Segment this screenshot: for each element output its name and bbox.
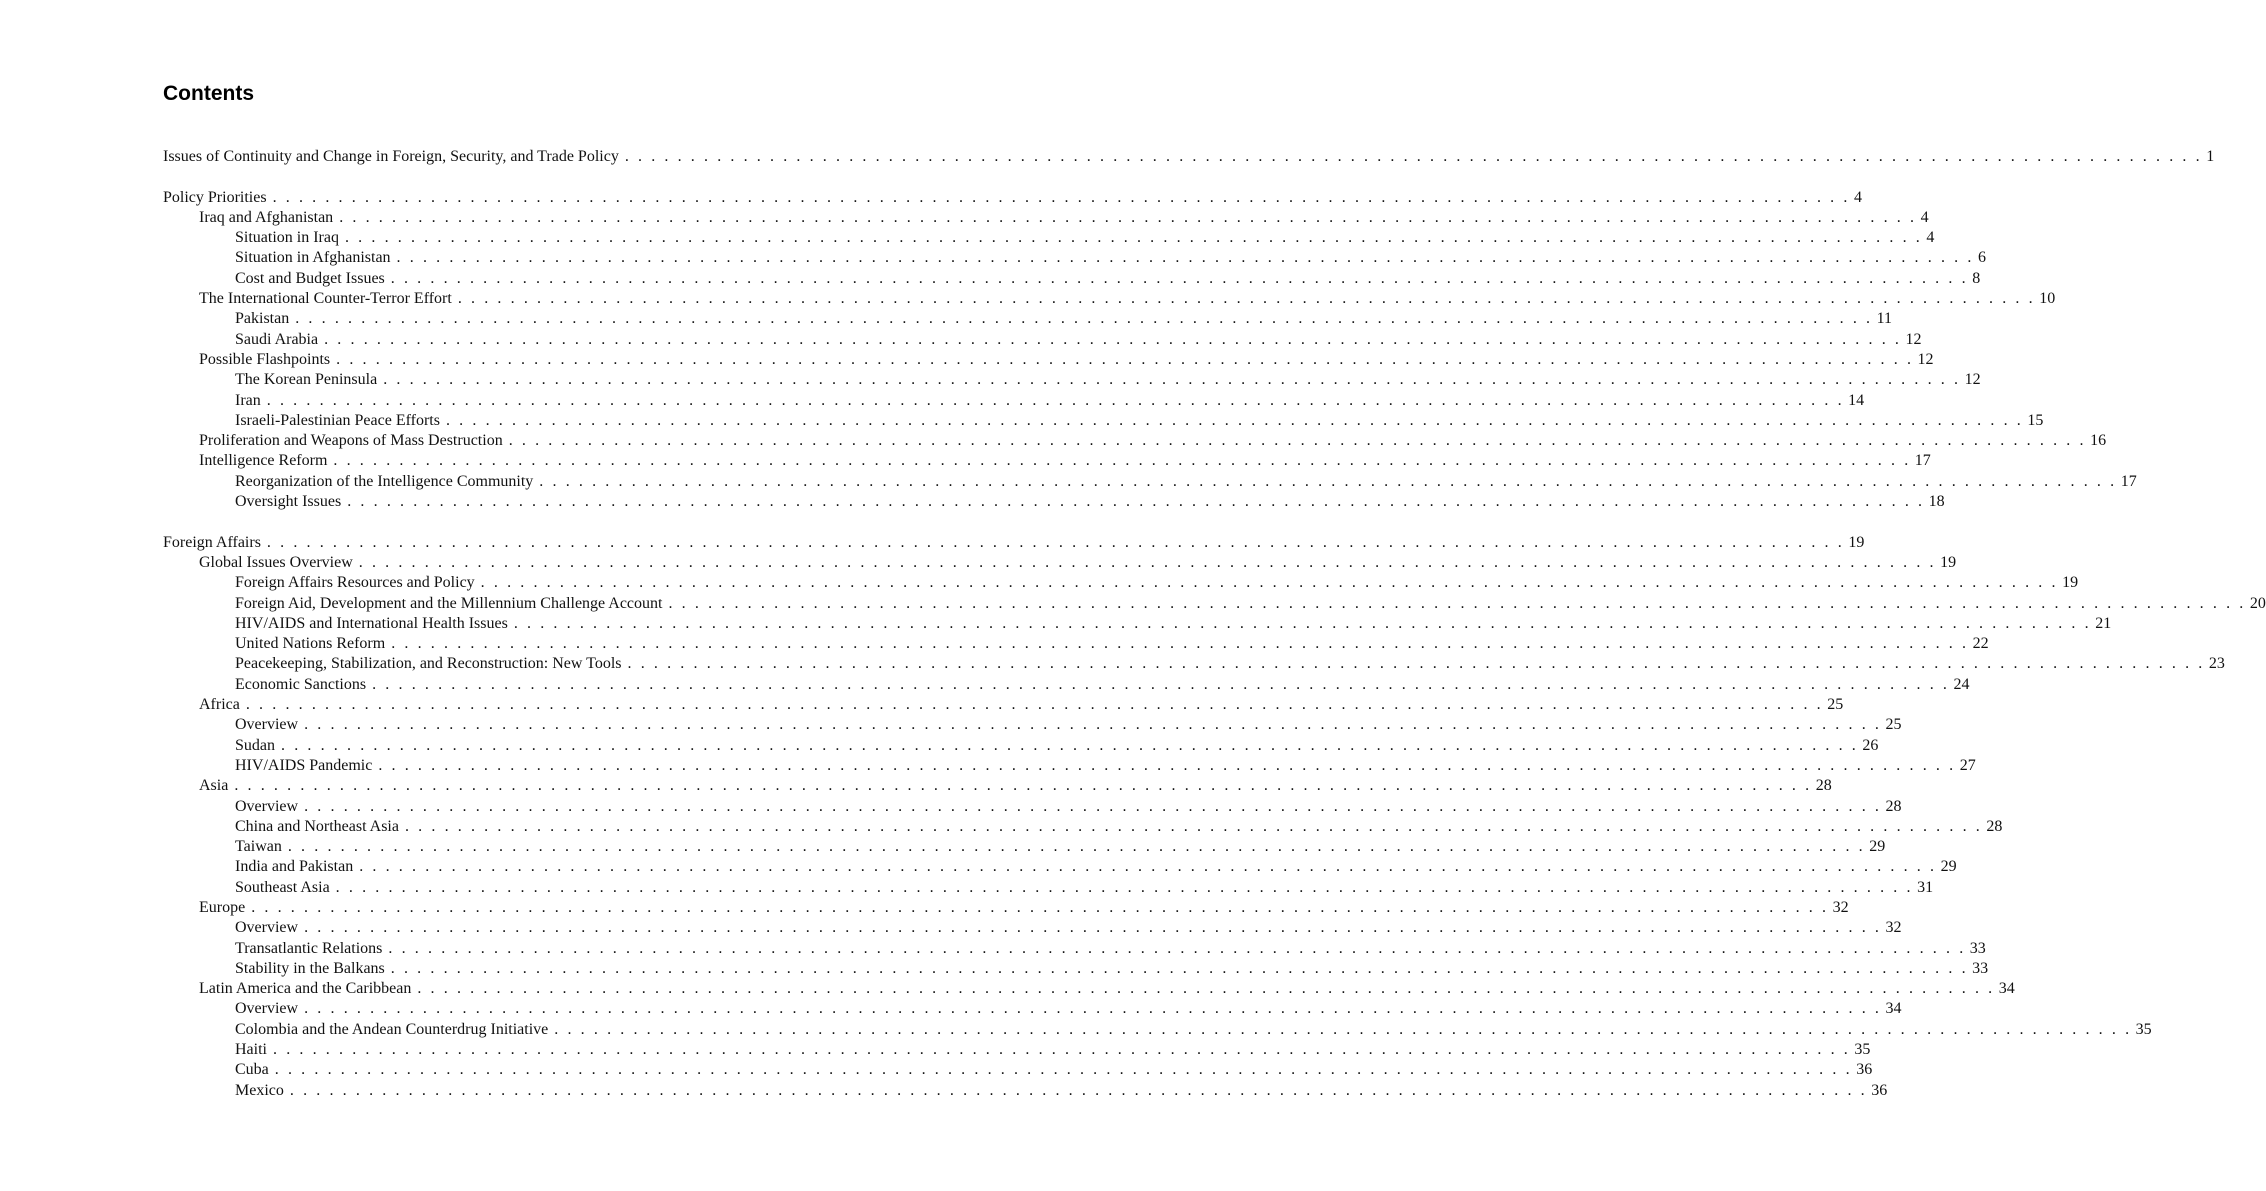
toc-entry-title: Policy Priorities — [163, 188, 267, 206]
dot-leader: . . . . . . . . . . . . . . . . . . . . . . . . . . . . . . . . . . . . . . . . . . . . . . . . . . . . . . . . . . . . . . . . . . . . . . . . . . . . . . . . . . . . . . . . . . . . . . . . . . . . . . . . . . . . . . . . . . . . . . . . — [480, 574, 2059, 592]
dot-leader: . . . . . . . . . . . . . . . . . . . . . . . . . . . . . . . . . . . . . . . . . . . . . . . . . . . . . . . . . . . . . . . . . . . . . . . . . . . . . . . . . . . . . . . . . . . . . . . . . . . . . . . . . . . . . . . . . . . . . . . . — [289, 1081, 1868, 1099]
dot-leader: . . . . . . . . . . . . . . . . . . . . . . . . . . . . . . . . . . . . . . . . . . . . . . . . . . . . . . . . . . . . . . . . . . . . . . . . . . . . . . . . . . . . . . . . . . . . . . . . . . . . . . . . . . . . . . . . . . . . . . . . — [457, 290, 2036, 308]
dot-leader: . . . . . . . . . . . . . . . . . . . . . . . . . . . . . . . . . . . . . . . . . . . . . . . . . . . . . . . . . . . . . . . . . . . . . . . . . . . . . . . . . . . . . . . . . . . . . . . . . . . . . . . . . . . . . . . . . . . . . . . . — [336, 350, 1914, 368]
toc-entry-title: Foreign Aid, Development and the Millennium Challenge Account — [235, 594, 663, 612]
toc-entry-title: HIV/AIDS Pandemic — [235, 756, 373, 774]
toc-entry-page-number: 8 — [1972, 269, 1981, 287]
dot-leader: . . . . . . . . . . . . . . . . . . . . . . . . . . . . . . . . . . . . . . . . . . . . . . . . . . . . . . . . . . . . . . . . . . . . . . . . . . . . . . . . . . . . . . . . . . . . . . . . . . . . . . . . . . . . . . . . . . . . . . . . — [378, 756, 1956, 774]
toc-entry-title: Cost and Budget Issues — [235, 269, 385, 287]
toc-entry-page-number: 36 — [1856, 1061, 1873, 1079]
toc-entry[interactable] — [163, 1040, 1871, 1060]
toc-entry-page-number: 32 — [1832, 898, 1849, 916]
dot-leader: . . . . . . . . . . . . . . . . . . . . . . . . . . . . . . . . . . . . . . . . . . . . . . . . . . . . . . . . . . . . . . . . . . . . . . . . . . . . . . . . . . . . . . . . . . . . . . . . . . . . . . . . . . . . . . . . . . . . . . . . — [304, 1000, 1882, 1018]
dot-leader: . . . . . . . . . . . . . . . . . . . . . . . . . . . . . . . . . . . . . . . . . . . . . . . . . . . . . . . . . . . . . . . . . . . . . . . . . . . . . . . . . . . . . . . . . . . . . . . . . . . . . . . . . . . . . . . . . . . . . . . . — [358, 553, 1937, 571]
toc-entry-page-number: 25 — [1885, 716, 1902, 734]
toc-entry-page-number: 4 — [1920, 208, 1929, 226]
toc-entry[interactable] — [163, 1081, 1888, 1101]
dot-leader: . . . . . . . . . . . . . . . . . . . . . . . . . . . . . . . . . . . . . . . . . . . . . . . . . . . . . . . . . . . . . . . . . . . . . . . . . . . . . . . . . . . . . . . . . . . . . . . . . . . . . . . . . . . . . . . . . . . . . . . . — [339, 208, 1917, 226]
toc-entry[interactable] — [163, 289, 2056, 309]
toc-entry[interactable] — [163, 147, 2215, 167]
dot-leader: . . . . . . . . . . . . . . . . . . . . . . . . . . . . . . . . . . . . . . . . . . . . . . . . . . . . . . . . . . . . . . . . . . . . . . . . . . . . . . . . . . . . . . . . . . . . . . . . . . . . . . . . . . . . . . . . . . . . . . . . — [333, 452, 1911, 470]
toc-entry[interactable] — [163, 837, 1886, 857]
toc-entry-page-number: 19 — [2062, 574, 2079, 592]
toc-entry-title: Proliferation and Weapons of Mass Destruction — [199, 432, 503, 450]
dot-leader: . . . . . . . . . . . . . . . . . . . . . . . . . . . . . . . . . . . . . . . . . . . . . . . . . . . . . . . . . . . . . . . . . . . . . . . . . . . . . . . . . . . . . . . . . . . . . . . . . . . . . . . . . . . . . . . . . . . . . . . . — [335, 878, 1914, 896]
toc-entry-page-number: 29 — [1869, 838, 1886, 856]
toc-entry[interactable] — [163, 451, 1931, 471]
dot-leader: . . . . . . . . . . . . . . . . . . . . . . . . . . . . . . . . . . . . . . . . . . . . . . . . . . . . . . . . . . . . . . . . . . . . . . . . . . . . . . . . . . . . . . . . . . . . . . . . . . . . . . . . . . . . . . . . . . . . . . . . — [388, 939, 1966, 957]
toc-entry-title: Europe — [199, 898, 246, 916]
dot-leader: . . . . . . . . . . . . . . . . . . . . . . . . . . . . . . . . . . . . . . . . . . . . . . . . . . . . . . . . . . . . . . . . . . . . . . . . . . . . . . . . . . . . . . . . . . . . . . . . . . . . . . . . . . . . . . . . . . . . . . . . — [272, 188, 1850, 206]
toc-entry[interactable] — [163, 715, 1902, 735]
toc-entry[interactable] — [163, 959, 1989, 979]
toc-entry[interactable] — [163, 939, 1986, 959]
toc-entry[interactable] — [163, 411, 2044, 431]
toc-entry[interactable] — [163, 553, 1957, 573]
toc-entry-title: Oversight Issues — [235, 493, 342, 511]
toc-entry-title: United Nations Reform — [235, 635, 386, 653]
toc-entry[interactable] — [163, 675, 1970, 695]
toc-entry[interactable] — [163, 857, 1957, 877]
toc-entry-page-number: 18 — [1928, 493, 1945, 511]
dot-leader: . . . . . . . . . . . . . . . . . . . . . . . . . . . . . . . . . . . . . . . . . . . . . . . . . . . . . . . . . . . . . . . . . . . . . . . . . . . . . . . . . . . . . . . . . . . . . . . . . . . . . . . . . . . . . . . . . . . . . . . . — [274, 1061, 1853, 1079]
dot-leader: . . . . . . . . . . . . . . . . . . . . . . . . . . . . . . . . . . . . . . . . . . . . . . . . . . . . . . . . . . . . . . . . . . . . . . . . . . . . . . . . . . . . . . . . . . . . . . . . . . . . . . . . . . . . . . . . . . . . . . . . — [266, 391, 1845, 409]
toc-entry[interactable] — [163, 391, 1865, 411]
toc-entry-page-number: 29 — [1940, 858, 1957, 876]
toc-entry[interactable] — [163, 1060, 1873, 1080]
toc-entry-title: Asia — [199, 777, 229, 795]
toc-entry-page-number: 17 — [1914, 452, 1931, 470]
toc-entry-page-number: 20 — [2249, 594, 2266, 612]
toc-entry-page-number: 10 — [2039, 290, 2056, 308]
toc-entry-page-number: 16 — [2090, 432, 2107, 450]
dot-leader: . . . . . . . . . . . . . . . . . . . . . . . . . . . . . . . . . . . . . . . . . . . . . . . . . . . . . . . . . . . . . . . . . . . . . . . . . . . . . . . . . . . . . . . . . . . . . . . . . . . . . . . . . . . . . . . . . . . . . . . . — [396, 249, 1974, 267]
toc-entry-title: Situation in Afghanistan — [235, 249, 391, 267]
toc-entry[interactable] — [163, 208, 1929, 228]
toc-entry-page-number: 36 — [1871, 1081, 1888, 1099]
dot-leader: . . . . . . . . . . . . . . . . . . . . . . . . . . . . . . . . . . . . . . . . . . . . . . . . . . . . . . . . . . . . . . . . . . . . . . . . . . . . . . . . . . . . . . . . . . . . . . . . . . . . . . . . . . . . . . . . . . . . . . . . — [304, 919, 1882, 937]
toc-entry-page-number: 34 — [1998, 980, 2015, 998]
toc-entry-page-number: 34 — [1885, 1000, 1902, 1018]
dot-leader: . . . . . . . . . . . . . . . . . . . . . . . . . . . . . . . . . . . . . . . . . . . . . . . . . . . . . . . . . . . . . . . . . . . . . . . . . . . . . . . . . . . . . . . . . . . . . . . . . . . . . . . . . . . . . . . . . . . . . . . . — [390, 269, 1969, 287]
dot-leader: . . . . . . . . . . . . . . . . . . . . . . . . . . . . . . . . . . . . . . . . . . . . . . . . . . . . . . . . . . . . . . . . . . . . . . . . . . . . . . . . . . . . . . . . . . . . . . . . . . . . . . . . . . . . . . . . . . . . . . . . — [266, 533, 1845, 551]
dot-leader: . . . . . . . . . . . . . . . . . . . . . . . . . . . . . . . . . . . . . . . . . . . . . . . . . . . . . . . . . . . . . . . . . . . . . . . . . . . . . . . . . . . . . . . . . . . . . . . . . . . . . . . . . . . . . . . . . . . . . . . . — [324, 330, 1902, 348]
toc-entry-title: Overview — [235, 1000, 299, 1018]
toc-entry-page-number: 21 — [2095, 614, 2112, 632]
toc-entry-page-number: 35 — [2135, 1020, 2152, 1038]
toc-entry-page-number: 27 — [1959, 756, 1976, 774]
toc-entry-title: Latin America and the Caribbean — [199, 980, 412, 998]
toc-entry[interactable] — [163, 979, 2015, 999]
toc-entry-title: Saudi Arabia — [235, 330, 319, 348]
toc-entry[interactable] — [163, 756, 1976, 776]
toc-entry-page-number: 25 — [1827, 696, 1844, 714]
dot-leader: . . . . . . . . . . . . . . . . . . . . . . . . . . . . . . . . . . . . . . . . . . . . . . . . . . . . . . . . . . . . . . . . . . . . . . . . . . . . . . . . . . . . . . . . . . . . . . . . . . . . . . . . . . . . . . . . . . . . . . . . — [273, 1041, 1851, 1059]
dot-leader: . . . . . . . . . . . . . . . . . . . . . . . . . . . . . . . . . . . . . . . . . . . . . . . . . . . . . . . . . . . . . . . . . . . . . . . . . . . . . . . . . . . . . . . . . . . . . . . . . . . . . . . . . . . . . . . . . . . . . . . . — [508, 432, 2087, 450]
dot-leader: . . . . . . . . . . . . . . . . . . . . . . . . . . . . . . . . . . . . . . . . . . . . . . . . . . . . . . . . . . . . . . . . . . . . . . . . . . . . . . . . . . . . . . . . . . . . . . . . . . . . . . . . . . . . . . . . . . . . . . . . — [383, 371, 1961, 389]
toc-entry-page-number: 35 — [1854, 1041, 1871, 1059]
dot-leader: . . . . . . . . . . . . . . . . . . . . . . . . . . . . . . . . . . . . . . . . . . . . . . . . . . . . . . . . . . . . . . . . . . . . . . . . . . . . . . . . . . . . . . . . . . . . . . . . . . . . . . . . . . . . . . . . . . . . . . . . — [234, 777, 1812, 795]
toc-entry-title: Possible Flashpoints — [199, 350, 331, 368]
toc-entry-page-number: 32 — [1885, 919, 1902, 937]
toc-entry[interactable] — [163, 309, 1893, 329]
toc-entry[interactable] — [163, 776, 1832, 796]
toc-entry-title: Issues of Continuity and Change in Foreign, Security, and Trade Policy — [163, 148, 619, 165]
toc-entry-title: The Korean Peninsula — [235, 371, 378, 389]
toc-entry[interactable] — [163, 228, 1935, 248]
toc-entry[interactable] — [163, 370, 1981, 390]
toc-entry-title: HIV/AIDS and International Health Issues — [235, 614, 508, 632]
dot-leader: . . . . . . . . . . . . . . . . . . . . . . . . . . . . . . . . . . . . . . . . . . . . . . . . . . . . . . . . . . . . . . . . . . . . . . . . . . . . . . . . . . . . . . . . . . . . . . . . . . . . . . . . . . . . . . . . . . . . . . . . — [539, 472, 2117, 490]
toc-entry-page-number: 1 — [2206, 148, 2215, 165]
dot-leader: . . . . . . . . . . . . . . . . . . . . . . . . . . . . . . . . . . . . . . . . . . . . . . . . . . . . . . . . . . . . . . . . . . . . . . . . . . . . . . . . . . . . . . . . . . . . . . . . . . . . . . . . . . . . . . . . . . . . . . . . — [304, 716, 1882, 734]
toc-entry-title: Southeast Asia — [235, 878, 330, 896]
toc-entry-title: Haiti — [235, 1041, 267, 1059]
toc-entry-title: Overview — [235, 797, 299, 815]
toc-entry[interactable] — [163, 350, 1934, 370]
dot-leader: . . . . . . . . . . . . . . . . . . . . . . . . . . . . . . . . . . . . . . . . . . . . . . . . . . . . . . . . . . . . . . . . . . . . . . . . . . . . . . . . . . . . . . . . . . . . . . . . . . . . . . . . . . . . . . . . . . . . . . . . — [390, 959, 1969, 977]
toc-entry-title: Mexico — [235, 1081, 284, 1099]
dot-leader: . . . . . . . . . . . . . . . . . . . . . . . . . . . . . . . . . . . . . . . . . . . . . . . . . . . . . . . . . . . . . . . . . . . . . . . . . . . . . . . . . . . . . . . . . . . . . . . . . . . . . . . . . . . . . . . . . . . . . . . . — [347, 493, 1925, 511]
dot-leader: . . . . . . . . . . . . . . . . . . . . . . . . . . . . . . . . . . . . . . . . . . . . . . . . . . . . . . . . . . . . . . . . . . . . . . . . . . . . . . . . . . . . . . . . . . . . . . . . . . . . . . . . . . . . . . . . . . . . . . . . — [281, 736, 1859, 754]
dot-leader: . . . . . . . . . . . . . . . . . . . . . . . . . . . . . . . . . . . . . . . . . . . . . . . . . . . . . . . . . . . . . . . . . . . . . . . . . . . . . . . . . . . . . . . . . . . . . . . . . . . . . . . . . . . . . . . . . . . . . . . . — [668, 594, 2246, 612]
toc-entry[interactable] — [163, 1020, 2152, 1040]
dot-leader: . . . . . . . . . . . . . . . . . . . . . . . . . . . . . . . . . . . . . . . . . . . . . . . . . . . . . . . . . . . . . . . . . . . . . . . . . . . . . . . . . . . . . . . . . . . . . . . . . . . . . . . . . . . . . . . . . . . . . . . . — [344, 229, 1923, 247]
table-of-contents — [163, 147, 2266, 1101]
dot-leader: . . . . . . . . . . . . . . . . . . . . . . . . . . . . . . . . . . . . . . . . . . . . . . . . . . . . . . . . . . . . . . . . . . . . . . . . . . . . . . . . . . . . . . . . . . . . . . . . . . . . . . . . . . . . . . . . . . . . . . . . — [251, 898, 1829, 916]
toc-entry-title: Overview — [235, 919, 299, 937]
toc-entry-title: Reorganization of the Intelligence Community — [235, 472, 534, 490]
toc-entry[interactable] — [163, 533, 1865, 553]
dot-leader: . . . . . . . . . . . . . . . . . . . . . . . . . . . . . . . . . . . . . . . . . . . . . . . . . . . . . . . . . . . . . . . . . . . . . . . . . . . . . . . . . . . . . . . . . . . . . . . . . . . . . . . . . . . . . . . . . . . . . . . . — [624, 148, 2203, 165]
dot-leader: . . . . . . . . . . . . . . . . . . . . . . . . . . . . . . . . . . . . . . . . . . . . . . . . . . . . . . . . . . . . . . . . . . . . . . . . . . . . . . . . . . . . . . . . . . . . . . . . . . . . . . . . . . . . . . . . . . . . . . . . — [627, 655, 2205, 673]
toc-entry-page-number: 28 — [1986, 817, 2003, 835]
toc-entry-page-number: 23 — [2208, 655, 2225, 673]
toc-entry[interactable] — [163, 492, 1945, 512]
toc-entry-title: Foreign Affairs Resources and Policy — [235, 574, 475, 592]
toc-entry[interactable] — [163, 330, 1922, 350]
toc-entry[interactable] — [163, 594, 2266, 614]
toc-entry-title: Colombia and the Andean Counterdrug Initiative — [235, 1020, 549, 1038]
toc-entry[interactable] — [163, 634, 1989, 654]
toc-entry-page-number: 15 — [2027, 411, 2044, 429]
toc-entry[interactable] — [163, 918, 1902, 938]
dot-leader: . . . . . . . . . . . . . . . . . . . . . . . . . . . . . . . . . . . . . . . . . . . . . . . . . . . . . . . . . . . . . . . . . . . . . . . . . . . . . . . . . . . . . . . . . . . . . . . . . . . . . . . . . . . . . . . . . . . . . . . . — [304, 797, 1882, 815]
toc-entry[interactable] — [163, 431, 2107, 451]
toc-entry-page-number: 28 — [1885, 797, 1902, 815]
toc-entry-title: China and Northeast Asia — [235, 817, 399, 835]
toc-entry-page-number: 28 — [1815, 777, 1832, 795]
toc-entry-page-number: 11 — [1876, 310, 1893, 328]
toc-entry-page-number: 26 — [1862, 736, 1879, 754]
toc-entry-page-number: 14 — [1848, 391, 1865, 409]
toc-entry-title: Situation in Iraq — [235, 229, 339, 247]
toc-entry-title: Pakistan — [235, 310, 290, 328]
toc-entry[interactable] — [163, 654, 2225, 674]
toc-entry[interactable] — [163, 999, 1902, 1019]
toc-entry-page-number: 12 — [1905, 330, 1922, 348]
toc-entry-title: Economic Sanctions — [235, 675, 367, 693]
toc-entry-page-number: 33 — [1972, 959, 1989, 977]
dot-leader: . . . . . . . . . . . . . . . . . . . . . . . . . . . . . . . . . . . . . . . . . . . . . . . . . . . . . . . . . . . . . . . . . . . . . . . . . . . . . . . . . . . . . . . . . . . . . . . . . . . . . . . . . . . . . . . . . . . . . . . . — [287, 838, 1866, 856]
toc-entry-page-number: 22 — [1972, 635, 1989, 653]
toc-entry-page-number: 33 — [1969, 939, 1986, 957]
dot-leader: . . . . . . . . . . . . . . . . . . . . . . . . . . . . . . . . . . . . . . . . . . . . . . . . . . . . . . . . . . . . . . . . . . . . . . . . . . . . . . . . . . . . . . . . . . . . . . . . . . . . . . . . . . . . . . . . . . . . . . . . — [359, 858, 1937, 876]
dot-leader: . . . . . . . . . . . . . . . . . . . . . . . . . . . . . . . . . . . . . . . . . . . . . . . . . . . . . . . . . . . . . . . . . . . . . . . . . . . . . . . . . . . . . . . . . . . . . . . . . . . . . . . . . . . . . . . . . . . . . . . . — [245, 696, 1824, 714]
toc-entry-title: Africa — [199, 696, 240, 714]
toc-entry-title: The International Counter-Terror Effort — [199, 290, 452, 308]
toc-entry-title: Cuba — [235, 1061, 269, 1079]
toc-entry[interactable] — [163, 269, 1981, 289]
toc-entry-title: Overview — [235, 716, 299, 734]
toc-entry-title: Stability in the Balkans — [235, 959, 385, 977]
dot-leader: . . . . . . . . . . . . . . . . . . . . . . . . . . . . . . . . . . . . . . . . . . . . . . . . . . . . . . . . . . . . . . . . . . . . . . . . . . . . . . . . . . . . . . . . . . . . . . . . . . . . . . . . . . . . . . . . . . . . . . . . — [417, 980, 1995, 998]
toc-entry[interactable] — [163, 736, 1879, 756]
dot-leader: . . . . . . . . . . . . . . . . . . . . . . . . . . . . . . . . . . . . . . . . . . . . . . . . . . . . . . . . . . . . . . . . . . . . . . . . . . . . . . . . . . . . . . . . . . . . . . . . . . . . . . . . . . . . . . . . . . . . . . . . — [404, 817, 1983, 835]
toc-entry-page-number: 12 — [1917, 350, 1934, 368]
dot-leader: . . . . . . . . . . . . . . . . . . . . . . . . . . . . . . . . . . . . . . . . . . . . . . . . . . . . . . . . . . . . . . . . . . . . . . . . . . . . . . . . . . . . . . . . . . . . . . . . . . . . . . . . . . . . . . . . . . . . . . . . — [391, 635, 1969, 653]
toc-entry-page-number: 4 — [1853, 188, 1862, 206]
toc-entry[interactable] — [163, 878, 1934, 898]
toc-entry-page-number: 4 — [1926, 229, 1935, 247]
dot-leader: . . . . . . . . . . . . . . . . . . . . . . . . . . . . . . . . . . . . . . . . . . . . . . . . . . . . . . . . . . . . . . . . . . . . . . . . . . . . . . . . . . . . . . . . . . . . . . . . . . . . . . . . . . . . . . . . . . . . . . . . — [372, 675, 1950, 693]
toc-entry[interactable] — [163, 188, 1862, 208]
toc-entry-page-number: 19 — [1848, 533, 1865, 551]
toc-entry-page-number: 17 — [2120, 472, 2137, 490]
toc-entry-page-number: 19 — [1940, 553, 1957, 571]
toc-entry[interactable] — [163, 248, 1986, 268]
dot-leader: . . . . . . . . . . . . . . . . . . . . . . . . . . . . . . . . . . . . . . . . . . . . . . . . . . . . . . . . . . . . . . . . . . . . . . . . . . . . . . . . . . . . . . . . . . . . . . . . . . . . . . . . . . . . . . . . . . . . . . . . — [445, 411, 2024, 429]
toc-entry-title: Iran — [235, 391, 261, 409]
toc-entry-title: Peacekeeping, Stabilization, and Reconstruction: New Tools — [235, 655, 622, 673]
dot-leader: . . . . . . . . . . . . . . . . . . . . . . . . . . . . . . . . . . . . . . . . . . . . . . . . . . . . . . . . . . . . . . . . . . . . . . . . . . . . . . . . . . . . . . . . . . . . . . . . . . . . . . . . . . . . . . . . . . . . . . . . — [513, 614, 2092, 632]
toc-entry-title: Intelligence Reform — [199, 452, 328, 470]
toc-entry[interactable] — [163, 695, 1844, 715]
toc-entry-title: Global Issues Overview — [199, 553, 353, 571]
toc-entry[interactable] — [163, 573, 2079, 593]
dot-leader: . . . . . . . . . . . . . . . . . . . . . . . . . . . . . . . . . . . . . . . . . . . . . . . . . . . . . . . . . . . . . . . . . . . . . . . . . . . . . . . . . . . . . . . . . . . . . . . . . . . . . . . . . . . . . . . . . . . . . . . . — [295, 310, 1873, 328]
toc-entry-page-number: 6 — [1977, 249, 1986, 267]
toc-entry-title: Foreign Affairs — [163, 533, 261, 551]
toc-entry-page-number: 31 — [1917, 878, 1934, 896]
toc-entry-title: Taiwan — [235, 838, 282, 856]
toc-entry[interactable] — [163, 817, 2003, 837]
toc-entry[interactable] — [163, 797, 1902, 817]
page-title: Contents — [163, 82, 254, 105]
toc-entry-title: Israeli-Palestinian Peace Efforts — [235, 411, 440, 429]
toc-entry-title: Iraq and Afghanistan — [199, 208, 334, 226]
toc-entry-title: Transatlantic Relations — [235, 939, 383, 957]
toc-entry-title: Sudan — [235, 736, 275, 754]
toc-entry[interactable] — [163, 472, 2137, 492]
dot-leader: . . . . . . . . . . . . . . . . . . . . . . . . . . . . . . . . . . . . . . . . . . . . . . . . . . . . . . . . . . . . . . . . . . . . . . . . . . . . . . . . . . . . . . . . . . . . . . . . . . . . . . . . . . . . . . . . . . . . . . . . — [554, 1020, 2132, 1038]
toc-entry-page-number: 24 — [1953, 675, 1970, 693]
toc-entry[interactable] — [163, 614, 2112, 634]
toc-entry-page-number: 12 — [1964, 371, 1981, 389]
toc-entry-title: India and Pakistan — [235, 858, 354, 876]
toc-entry[interactable] — [163, 898, 1849, 918]
